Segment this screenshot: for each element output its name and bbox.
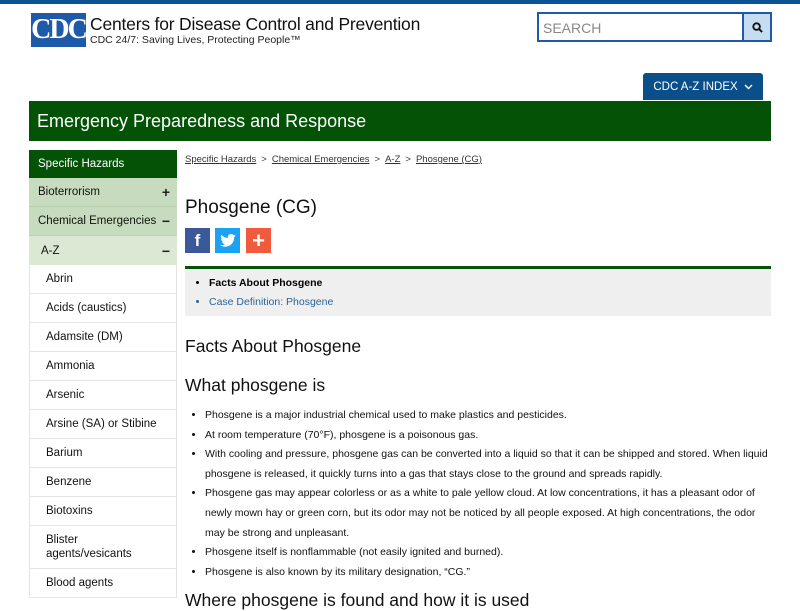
breadcrumb-chemical-emergencies[interactable]: Chemical Emergencies	[271, 154, 370, 165]
breadcrumb-separator: >	[405, 154, 411, 165]
sidebar-item-arsenic[interactable]: Arsenic	[30, 381, 176, 410]
sidebar-item-arsine[interactable]: Arsine (SA) or Stibine	[30, 410, 176, 439]
list-item: • Phosgene itself is nonflammable (not easily ignited and burned).	[205, 543, 773, 563]
list-item: • At room temperature (70°F), phosgene is a poisonous gas.	[205, 426, 773, 446]
cdc-logo[interactable]: CDC	[31, 14, 86, 45]
breadcrumb-phosgene[interactable]: Phosgene (CG)	[415, 154, 482, 165]
search-icon	[752, 22, 763, 33]
list-item: • With cooling and pressure, phosgene gas can be converted into a liquid so that it can be shipped and stored. When liquid phosgene is released, it quickly turns into a gas that stays close to the ground and spreads rapidly.	[205, 445, 773, 484]
sidebar-item-blister-agents[interactable]: Blister agents/vesicants	[30, 526, 176, 569]
sidebar-item-label: Bioterrorism	[38, 186, 100, 198]
section-heading: Facts About Phosgene	[185, 336, 362, 356]
section-banner	[29, 101, 771, 141]
breadcrumb-specific-hazards[interactable]: Specific Hazards	[185, 154, 257, 165]
sidebar-item-acids[interactable]: Acids (caustics)	[30, 294, 176, 323]
az-index-label: CDC A-Z INDEX	[653, 80, 738, 93]
expand-plus-icon[interactable]: +	[161, 184, 170, 200]
more-share-button[interactable]	[246, 228, 271, 253]
page-title: Phosgene (CG)	[185, 197, 318, 218]
list-item: • Phosgene is a major industrial chemical used to make plastics and pesticides.	[205, 406, 773, 426]
sidebar-item-abrin[interactable]: Abrin	[30, 265, 176, 294]
sidebar-item-label: A-Z	[41, 244, 60, 257]
sidebar-item-bioterrorism[interactable]	[29, 178, 177, 207]
site-title[interactable]: Centers for Disease Control and Prevention	[90, 14, 421, 34]
facebook-share-button[interactable]	[185, 228, 210, 253]
breadcrumb-separator: >	[261, 154, 267, 165]
sidebar-item-adamsite[interactable]: Adamsite (DM)	[30, 323, 176, 352]
top-accent-bar	[0, 0, 800, 4]
sidebar-heading[interactable]: Specific Hazards	[29, 150, 177, 178]
toc-item-facts[interactable]: • Facts About Phosgene	[209, 274, 771, 293]
sidebar-item-chemical-emergencies[interactable]	[29, 207, 177, 236]
banner-title[interactable]: Emergency Preparedness and Response	[37, 111, 367, 131]
toc-item-case-definition[interactable]: • Case Definition: Phosgene	[209, 293, 771, 312]
sidebar-hazard-list	[29, 265, 177, 598]
chevron-down-icon	[744, 84, 753, 90]
sidebar-item-benzene[interactable]: Benzene	[30, 468, 176, 497]
list-item: • Phosgene is also known by its military designation, “CG.”	[205, 563, 773, 583]
site-tagline: CDC 24/7: Saving Lives, Protecting People™	[90, 34, 301, 46]
sidebar-item-biotoxins[interactable]: Biotoxins	[30, 497, 176, 526]
sidebar-item-label: Chemical Emergencies	[38, 215, 157, 227]
search-input[interactable]: SEARCH	[537, 12, 742, 42]
list-item: • Phosgene gas may appear colorless or as a white to pale yellow cloud. At low concentrations, it has a pleasant odor of newly mown hay or green corn, but its odor may not be noticed by all people exposed. At high concentrations, the odor may be strong and unpleasant.	[205, 484, 773, 543]
search-button[interactable]	[742, 12, 772, 42]
subheading-what-phosgene-is: What phosgene is	[185, 375, 326, 395]
sidebar-nav	[29, 150, 177, 598]
plus-icon: +	[252, 227, 265, 253]
page-toc	[185, 266, 771, 316]
sidebar-item-a-z[interactable]	[29, 236, 177, 265]
collapse-minus-icon[interactable]: −	[161, 242, 170, 259]
breadcrumb-separator: >	[374, 154, 381, 165]
sidebar-item-ammonia[interactable]: Ammonia	[30, 352, 176, 381]
facts-list	[193, 406, 773, 582]
breadcrumb-a-z[interactable]: A-Z	[385, 154, 401, 165]
twitter-share-button[interactable]	[215, 228, 240, 253]
az-index-button[interactable]	[643, 73, 763, 100]
sidebar-item-barium[interactable]: Barium	[30, 439, 176, 468]
collapse-minus-icon[interactable]: −	[161, 213, 170, 229]
facebook-icon: f	[194, 230, 201, 250]
twitter-icon	[220, 234, 236, 247]
sidebar-item-blood-agents[interactable]: Blood agents	[30, 569, 176, 598]
subheading-where-found: Where phosgene is found and how it is used	[185, 590, 530, 610]
breadcrumb	[185, 154, 482, 165]
